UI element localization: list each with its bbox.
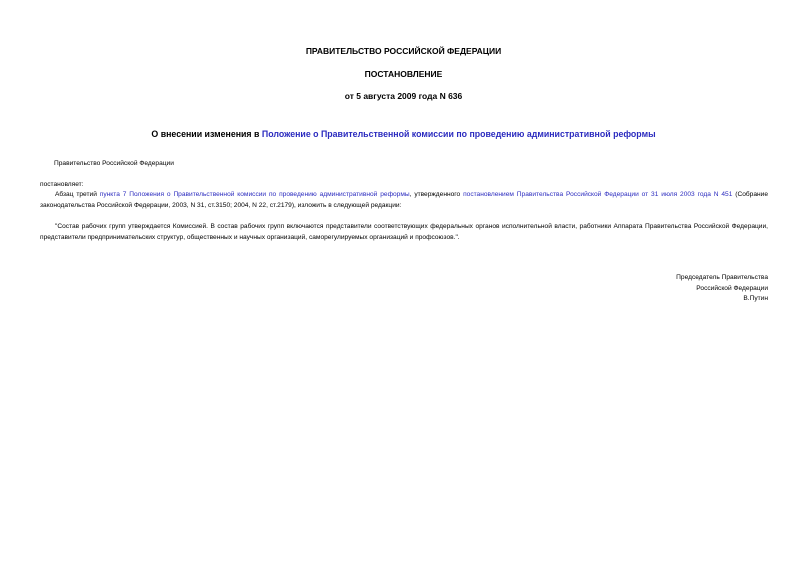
- para-start: Абзац третий: [55, 191, 100, 198]
- title-regulation-link[interactable]: Положение о Правительственной комиссии по проведению административной реформы: [261, 129, 656, 139]
- government-heading: ПРАВИТЕЛЬСТВО РОССИЙСКОЙ ФЕДЕРАЦИИ: [305, 46, 502, 56]
- para-end: (Собрание законодательства Российской Федерации, 2003, N 31, ст.3150; 2004, N 22, ст.2179), изложить в следующей редакции:: [40, 191, 769, 209]
- signature-block: [676, 273, 768, 305]
- document-title: [0, 129, 807, 140]
- new-wording-quote: "Состав рабочих групп утверждается Комиссией. В состав рабочих групп включаются представители соответствующих федеральных органов исполнительной власти, работники Аппарата Правительства Российской Федерации, представители предпринимательских структур, общественных и научных организаций, саморегулируемых организаций и профсоюзов.".: [40, 223, 768, 241]
- document-type-heading: ПОСТАНОВЛЕНИЕ: [364, 69, 443, 79]
- title-prefix: О внесении изменения в: [151, 129, 262, 139]
- document-date-number: от 5 августа 2009 года N 636: [344, 91, 463, 101]
- clause-7-link[interactable]: пункта 7 Положения о Правительственной комиссии по проведению административной реформы: [99, 191, 410, 198]
- resolution-451-link[interactable]: постановлением Правительства Российской Федерации от 31 июля 2003 года N 451: [463, 191, 733, 198]
- signature-name: В.Путин: [743, 295, 768, 302]
- decides-text: постановляет:: [40, 181, 84, 188]
- signature-organization: Российской Федерации: [696, 284, 768, 292]
- preamble-text: Правительство Российской Федерации: [54, 160, 174, 167]
- amendment-paragraph: [40, 190, 768, 211]
- signature-position: Председатель Правительства: [676, 274, 768, 281]
- para-mid: , утвержденного: [409, 191, 464, 198]
